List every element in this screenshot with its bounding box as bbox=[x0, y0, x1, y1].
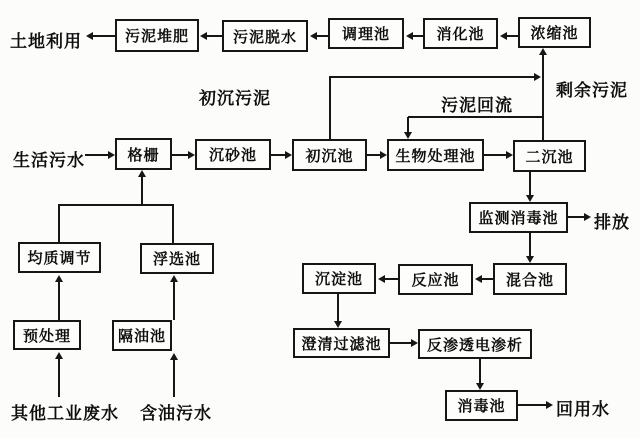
flow-line-grit-to-primary bbox=[271, 154, 286, 156]
box-flotation: 浮选池 bbox=[140, 243, 214, 274]
box-equalization: 均质调节 bbox=[18, 242, 101, 273]
box-oil-separation: 隔油池 bbox=[112, 320, 172, 351]
box-sludge-dewatering: 污泥脱水 bbox=[222, 20, 308, 52]
flow-line-compost-to-land-use bbox=[92, 35, 115, 37]
box-secondary-sedimentation: 二沉池 bbox=[513, 140, 586, 172]
arrowhead-to-thickening bbox=[539, 48, 547, 55]
flow-line-ro-to-disinfection bbox=[479, 359, 481, 383]
flow-line-secondary-to-thickening bbox=[542, 55, 544, 140]
box-thickening: 浓缩池 bbox=[518, 17, 591, 48]
flow-line-disinfection-to-reuse bbox=[518, 404, 547, 406]
flow-line-primary-sludge-horizontal bbox=[329, 76, 534, 78]
box-conditioning: 调理池 bbox=[328, 18, 404, 49]
flow-line-filter-to-ro bbox=[390, 342, 411, 344]
flow-line-bio-to-secondary bbox=[484, 154, 507, 156]
label-reuse-water: 回用水 bbox=[556, 400, 610, 420]
arrowhead-to-equalization bbox=[55, 275, 63, 282]
box-digestion: 消化池 bbox=[423, 18, 498, 49]
flow-line-primary-sludge-vertical bbox=[329, 77, 331, 139]
flow-line-sewage-to-screen bbox=[85, 154, 109, 156]
box-mixing: 混合池 bbox=[493, 263, 567, 295]
flow-line-sludge-return-vertical bbox=[407, 117, 409, 132]
arrowhead-to-secondary bbox=[506, 151, 513, 159]
flow-line-feed-junction bbox=[58, 204, 174, 206]
flow-line-equalization-up bbox=[58, 204, 60, 242]
flow-line-pretreatment-to-equalization bbox=[58, 282, 60, 320]
arrowhead-to-bio bbox=[380, 151, 387, 159]
arrowhead-primary-sludge bbox=[534, 73, 541, 81]
arrowhead-to-disinfection bbox=[476, 383, 484, 390]
box-ro-electrodialysis: 反渗透电渗析 bbox=[418, 329, 532, 359]
flow-line-oilsep-to-flotation bbox=[173, 282, 175, 320]
arrowhead-to-discharge bbox=[584, 213, 591, 221]
arrowhead-to-screen-from-below bbox=[138, 170, 146, 177]
box-clarification-filter: 澄清过滤池 bbox=[293, 328, 390, 358]
flow-line-thickening-to-digestion bbox=[506, 35, 518, 37]
label-oily-wastewater: 含油污水 bbox=[140, 404, 212, 424]
box-bar-screen: 格栅 bbox=[115, 138, 172, 170]
box-sludge-compost: 污泥堆肥 bbox=[115, 19, 199, 52]
arrowhead-to-flotation bbox=[170, 275, 178, 282]
flow-line-conditioning-to-dewatering bbox=[316, 35, 328, 37]
arrowhead-to-filter bbox=[334, 321, 342, 328]
box-sedimentation: 沉淀池 bbox=[302, 263, 376, 294]
flow-line-industrial-to-pretreatment bbox=[58, 359, 60, 397]
flow-line-reaction-to-sedimentation bbox=[384, 278, 398, 280]
arrowhead-sludge-return bbox=[404, 132, 412, 139]
arrowhead-to-grit bbox=[188, 151, 195, 159]
arrowhead-to-monitoring bbox=[526, 195, 534, 202]
flow-line-flotation-up bbox=[172, 204, 174, 243]
arrowhead-to-oil-separation bbox=[170, 353, 178, 360]
flow-line-digestion-to-conditioning bbox=[412, 35, 423, 37]
flow-line-monitoring-to-mixing bbox=[529, 233, 531, 257]
arrowhead-to-screen bbox=[108, 151, 115, 159]
arrowhead-to-mixing bbox=[526, 256, 534, 263]
flow-line-primary-to-bio bbox=[367, 154, 381, 156]
flow-line-secondary-to-monitoring bbox=[529, 172, 531, 196]
box-primary-sedimentation: 初沉池 bbox=[292, 139, 367, 171]
box-reaction: 反应池 bbox=[398, 264, 473, 295]
label-land-use: 土地利用 bbox=[10, 32, 82, 52]
arrowhead-to-pretreatment bbox=[55, 352, 63, 359]
flow-line-mixing-to-reaction bbox=[481, 278, 493, 280]
box-pretreatment: 预处理 bbox=[13, 320, 81, 350]
label-domestic-sewage: 生活污水 bbox=[13, 151, 85, 171]
flow-line-sludge-return-horizontal bbox=[408, 116, 543, 118]
label-sludge-return: 污泥回流 bbox=[441, 96, 513, 116]
arrowhead-to-ro bbox=[411, 339, 418, 347]
flow-line-screen-to-grit bbox=[172, 154, 189, 156]
flow-line-monitoring-to-discharge bbox=[568, 216, 585, 218]
label-primary-sludge: 初沉污泥 bbox=[199, 89, 271, 109]
box-grit-chamber: 沉砂池 bbox=[195, 139, 271, 170]
arrowhead-to-reuse bbox=[546, 401, 553, 409]
flow-line-junction-to-screen bbox=[141, 177, 143, 205]
box-biological-treatment: 生物处理池 bbox=[387, 139, 484, 171]
label-excess-sludge: 剩余污泥 bbox=[556, 81, 628, 101]
box-monitoring-disinfection: 监测消毒池 bbox=[469, 202, 568, 233]
arrowhead-to-primary bbox=[285, 151, 292, 159]
flow-line-sedimentation-to-filter bbox=[337, 294, 339, 321]
box-disinfection: 消毒池 bbox=[445, 390, 518, 421]
flow-line-dewatering-to-compost bbox=[206, 35, 222, 37]
label-other-industrial-wastewater: 其他工业废水 bbox=[11, 404, 119, 424]
flow-line-oily-to-oil-separation bbox=[173, 360, 175, 397]
label-discharge: 排放 bbox=[594, 213, 630, 233]
